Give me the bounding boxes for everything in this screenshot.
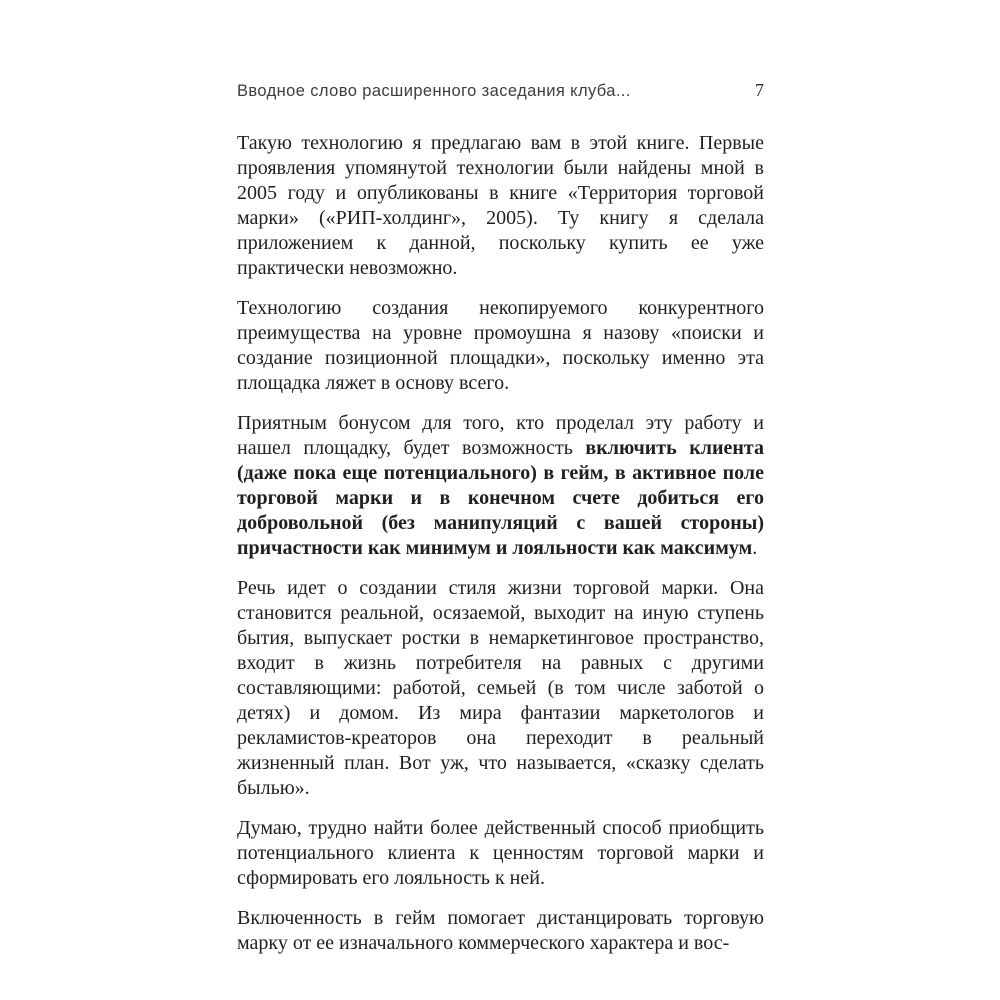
running-header [237,80,764,101]
text-segment: Речь идет о создании стиля жизни торговой марки. Она становится реальной, осязаемой, выходит на иную ступень бытия, выпускает ростки в немаркетинговое пространство, входит в жизнь потребителя на равных с другими составляющими: работой, семьей (в том числе заботой о детях) и домом. Из мира фантазии маркетологов и рекламистов-креаторов она переходит в реальный жизненный план. Вот уж, что называется, «сказку сделать былью». [237,577,764,799]
page-number: 7 [755,80,764,100]
text-segment: Думаю, трудно найти более действенный способ приобщить потенциального клиента к ценностям торговой марки и сформировать его лояльность к ней. [237,817,764,889]
paragraph [237,816,764,891]
paragraph [237,906,764,956]
text-segment: Приятным бонусом для того, кто проделал эту работу и нашел площадку, будет возможность [237,412,764,459]
running-title: Вводное слово расширенного заседания клуба... [237,82,631,100]
text-segment: включить клиента (даже пока еще потенциального) в гейм, в активное поле торговой марки и в конечном счете добиться его добровольной (без манипуляций с вашей стороны) причастности как минимум и лояльности как максимум [237,437,764,559]
text-segment: Такую технологию я предлагаю вам в этой книге. Первые проявления упомянутой технологии были найдены мной в 2005 году и опубликованы в книге «Территория торговой марки» («РИП-холдинг», 2005). Ту книгу я сделала приложением к данной, поскольку купить ее уже практически невозможно. [237,132,764,279]
text-segment: . [752,537,758,559]
page-body [237,131,764,971]
paragraph [237,411,764,561]
text-segment: Технологию создания некопируемого конкурентного преимущества на уровне промоушна я назову «поиски и создание позиционной площадки», поскольку именно эта площадка ляжет в основу всего. [237,297,764,394]
paragraph [237,576,764,801]
paragraph [237,131,764,281]
paragraph [237,296,764,396]
text-segment: Включенность в гейм помогает дистанцировать торговую марку от ее изначального коммерческого характера и вос- [237,907,764,954]
